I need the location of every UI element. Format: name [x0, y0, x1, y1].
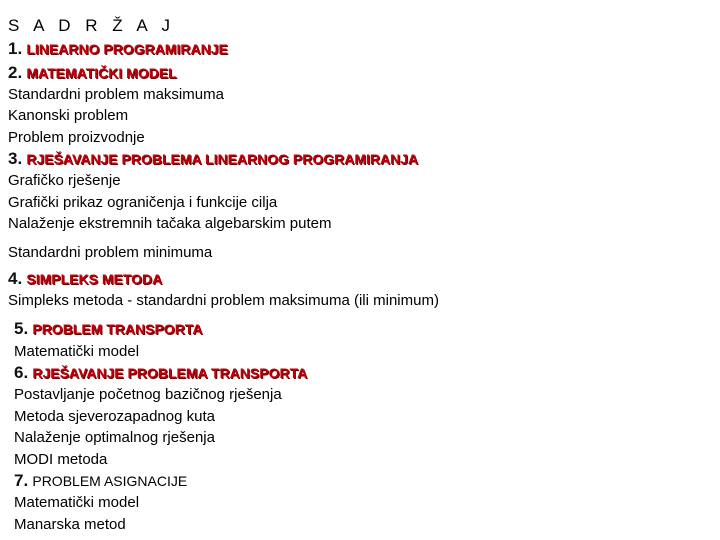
toc-item: Standardni problem maksimuma [8, 86, 224, 103]
section-number: 6. [14, 363, 29, 382]
section-number: 5. [14, 319, 29, 338]
toc-item: Metoda sjeverozapadnog kuta [14, 408, 215, 425]
toc-item: Standardni problem minimuma [8, 244, 213, 261]
section-heading-7 [14, 472, 187, 491]
section-number: 1. [8, 39, 23, 58]
section-label: PROBLEM ASIGNACIJE [32, 473, 188, 489]
toc-item: Grafički prikaz ograničenja i funkcije cilja [8, 194, 278, 211]
toc-item: Simpleks metoda - standardni problem maksimuma (ili minimum) [8, 292, 439, 309]
section-number: 4. [8, 269, 23, 288]
section-heading-6 [14, 364, 307, 383]
section-number: 2. [8, 63, 23, 82]
section-number: 3. [8, 149, 23, 168]
toc-item: Matematički model [14, 494, 140, 511]
section-label: MATEMATIČKI MODEL [26, 65, 177, 81]
toc-title: S A D R Ž A J [8, 16, 176, 35]
toc-item: Nalaženje ekstremnih tačaka algebarskim putem [8, 215, 332, 232]
section-heading-5 [14, 320, 202, 339]
section-label: SIMPLEKS METODA [26, 271, 163, 287]
section-heading-4 [8, 270, 162, 289]
section-heading-3 [8, 150, 418, 169]
section-heading-1 [8, 40, 228, 59]
section-label: RJEŠAVANJE PROBLEMA TRANSPORTA [32, 365, 308, 381]
section-label: PROBLEM TRANSPORTA [32, 321, 203, 337]
toc-item: Matematički model [14, 343, 140, 360]
toc-item: Manarska metod [14, 516, 126, 533]
section-label: RJEŠAVANJE PROBLEMA LINEARNOG PROGRAMIRANJA [26, 151, 419, 167]
section-number: 7. [14, 471, 29, 490]
toc-item: Problem proizvodnje [8, 129, 145, 146]
toc-item: Postavljanje početnog bazičnog rješenja [14, 386, 282, 403]
section-label: LINEARNO PROGRAMIRANJE [26, 41, 228, 57]
toc-item: MODI metoda [14, 451, 108, 468]
toc-item: Kanonski problem [8, 107, 129, 124]
section-heading-2 [8, 64, 177, 83]
toc-item: Grafičko rješenje [8, 172, 121, 189]
toc-item: Nalaženje optimalnog rješenja [14, 429, 215, 446]
